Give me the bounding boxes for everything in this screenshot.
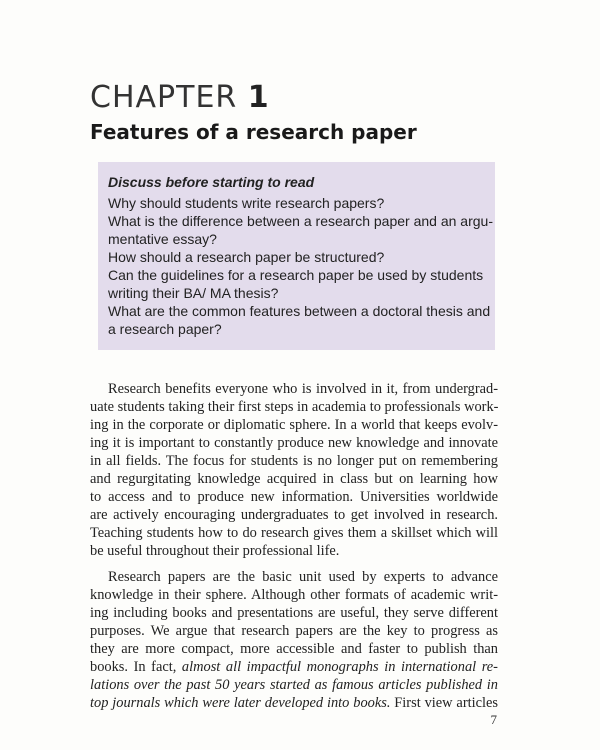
text-line: Teaching students how to do research gives them a skillset which will <box>90 525 498 541</box>
text-line: Research benefits everyone who is involved in it, from undergrad- <box>108 381 498 397</box>
chapter-number: 1 <box>247 80 270 115</box>
italic-text-run: almost all impactful monographs in international re- <box>181 659 498 675</box>
paragraph-1 <box>90 380 498 560</box>
italic-text-run: top journals which were later developed into books. <box>90 695 391 711</box>
question-line: What is the difference between a research paper and an argu- <box>108 213 493 229</box>
text-line: and regurgitating knowledge acquired in class but on learning how <box>90 471 498 487</box>
paragraph-2 <box>90 568 498 712</box>
chapter-heading <box>90 80 270 115</box>
discussion-question <box>108 248 495 266</box>
text-line: they are more compact, more accessible and faster to publish than <box>90 641 498 657</box>
text-run: books. In fact, <box>90 659 182 675</box>
text-line: be useful throughout their professional life. <box>90 543 340 559</box>
chapter-title: Features of a research paper <box>90 120 417 144</box>
text-line: Research papers are the basic unit used by experts to advance <box>108 569 498 585</box>
text-line: ing it is important to constantly produce new knowledge and innovate <box>90 435 498 451</box>
discussion-heading: Discuss before starting to read <box>108 174 315 190</box>
text-line: uate students taking their first steps in academia to professionals work- <box>90 399 499 415</box>
discussion-question <box>108 266 495 302</box>
discussion-box <box>98 162 495 350</box>
text-line: to access and to produce new information. Universities worldwide <box>90 489 498 505</box>
discussion-question <box>108 194 495 212</box>
discussion-question <box>108 302 495 338</box>
text-run: First view articles <box>390 695 498 711</box>
question-line: What are the common features between a doctoral thesis and <box>108 303 491 319</box>
text-line: purposes. We argue that research papers are the key to progress as <box>90 623 498 639</box>
question-line: writing their BA/ MA thesis? <box>108 285 279 301</box>
text-line: ing including books and presentations are useful, they serve different <box>90 605 498 621</box>
question-line: How should a research paper be structured? <box>108 249 385 265</box>
text-line: in all fields. The focus for students is no longer put on remembering <box>90 453 498 469</box>
chapter-label: CHAPTER <box>90 80 238 115</box>
text-line: knowledge in their sphere. Although other formats of academic writ- <box>90 587 498 603</box>
question-line: Why should students write research papers? <box>108 195 385 211</box>
question-line: Can the guidelines for a research paper be used by students <box>108 267 484 283</box>
page-number: 7 <box>490 712 497 727</box>
text-line: ing in the corporate or diplomatic sphere. In a world that keeps evolv- <box>90 417 498 433</box>
text-line: are actively encouraging undergraduates to get involved in research. <box>90 507 498 523</box>
question-line: mentative essay? <box>108 231 217 247</box>
text-line <box>90 658 498 676</box>
question-line: a research paper? <box>108 321 222 337</box>
text-line <box>90 694 498 712</box>
discussion-question <box>108 212 495 248</box>
text-line: lations over the past 50 years started as famous articles published in <box>90 677 498 693</box>
